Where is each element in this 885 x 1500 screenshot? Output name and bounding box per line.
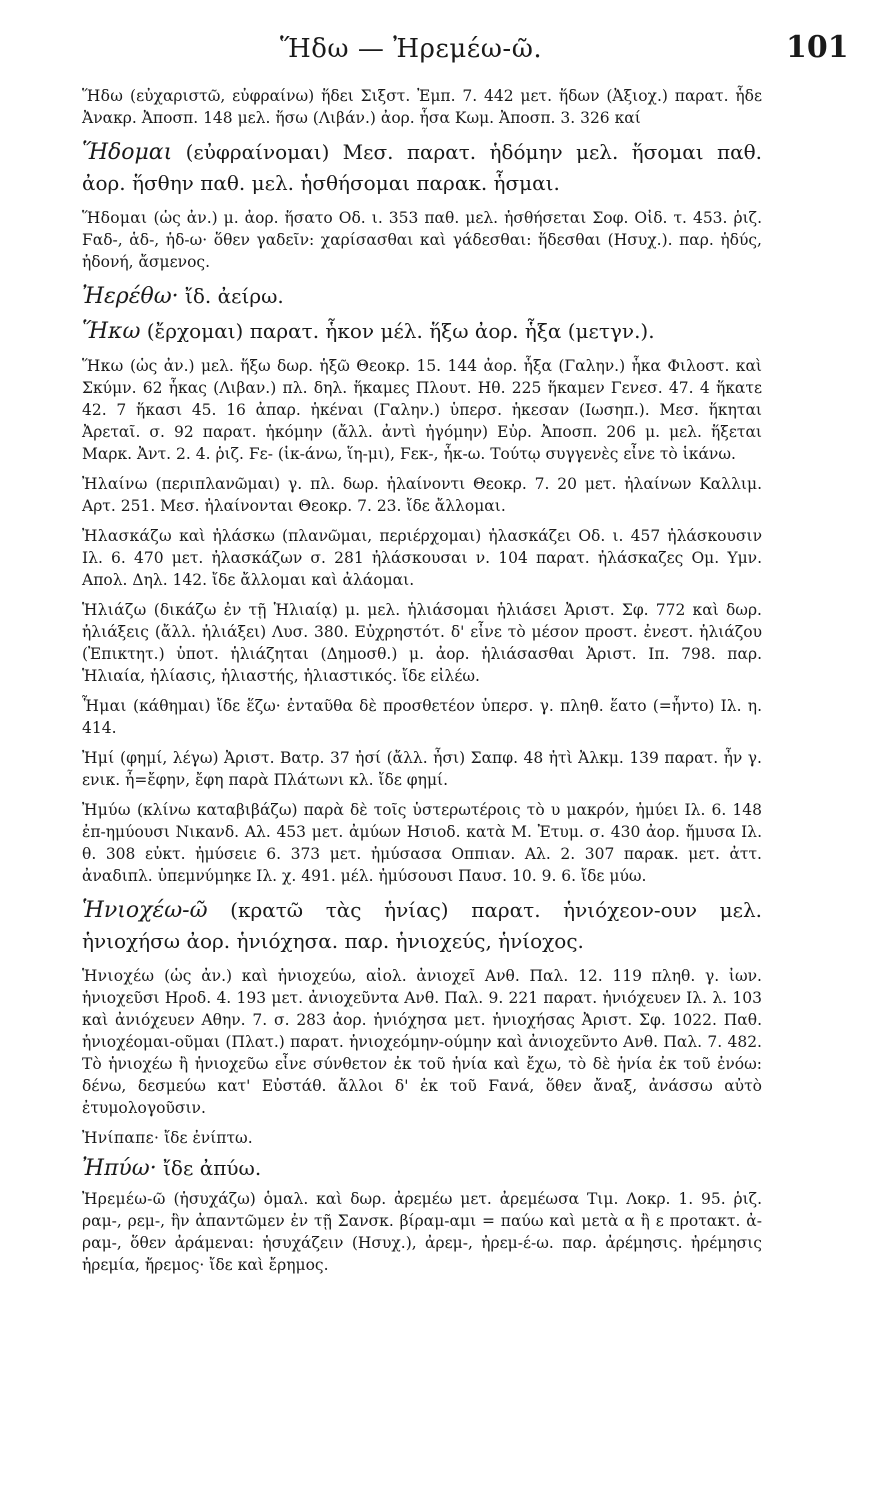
entry-paragraph <box>82 895 762 957</box>
entry-paragraph <box>82 85 762 129</box>
entry-paragraph <box>82 965 762 1119</box>
entry <box>82 85 762 129</box>
entry <box>82 316 762 347</box>
entry-headword: Ἠμύω <box>82 801 131 819</box>
entry-headword: Ἠρεμέω-ῶ <box>82 1190 166 1208</box>
entry-text: (ὡς ἀν.) μελ. ἥξω δωρ. ἡξῶ Θεοκρ. 15. 144 ἀορ. ἧξα (Γαλην.) ἧκα Φιλοστ. καὶ Σκύμν. 62 ἧκας (Λιβαν.) πλ. δηλ. ἥκαμες Πλουτ. Ηθ. 225 ἥκαμεν Γενεσ. 47. 4 ἥκατε 42. 7 ἥκασι 45. 16 ἀπαρ. ἡκέναι (Γαλην.) ὑπερσ. ἡκεσαν (Ιωσηπ.). Μεσ. ἥκηται Ἀρεταῖ. σ. 92 παρατ. ἡκόμην (ἄλλ. ἀντὶ ἠγόμην) Εὐρ. Ἀποσπ. 206 μ. μελ. ἥξεται Μαρκ. Ἀντ. 2. 4. ῥιζ. Ϝε- (ἱκ-άνω, ἵη-μι), Ϝεκ-, ἧκ-ω. Τούτῳ συγγενὲς εἶνε τὸ ἱκάνω. <box>82 357 762 463</box>
entry <box>82 747 762 791</box>
entry-headword: Ἥκω <box>82 319 141 344</box>
entry <box>82 281 762 312</box>
entry-text: ἴδε ἀπύω. <box>163 1156 262 1180</box>
entry-text: (κλίνω καταβιβάζω) παρὰ δὲ τοῖς ὑστερωτέροις τὸ υ μακρόν, ἠμύει Ιλ. 6. 148 ἐπ-ημύουσι Νικανδ. Αλ. 453 μετ. ἀμύων Ησιοδ. κατὰ Μ. Ἐτυμ. σ. 430 ἀορ. ἤμυσα Ιλ. θ. 308 εὐκτ. ἠμύσειε 6. 373 μετ. ἠμύσασα Οππιαν. Αλ. 2. 307 παρακ. μετ. ἀττ. ἀναδιπλ. ὑπεμνύμηκε Ιλ. χ. 491. μέλ. ἠμύσουσι Παυσ. 10. 9. 6. ἴδε μύω. <box>82 801 762 885</box>
entry-headword: Ἠπύω· <box>82 1156 157 1181</box>
entry-text: (ὡς ἀν.) καὶ ἡνιοχεύω, αἰολ. ἀνιοχεῖ Ανθ. Παλ. 12. 119 πληθ. γ. ἰων. ἡνιοχεῦσι Ηροδ. 4. 193 μετ. ἀνιοχεῦντα Ανθ. Παλ. 9. 221 παρατ. ἡνιόχευεν Ιλ. λ. 103 καὶ ἀνιόχευεν Αθην. 7. σ. 283 ἀορ. ἡνιόχησα μετ. ἡνιοχήσας Ἀριστ. Σφ. 1022. Παθ. ἡνιοχέομαι-οῦμαι (Πλατ.) παρατ. ἡνιοχεόμην-ούμην καὶ ἀνιοχεῦντο Ανθ. Παλ. 7. 482. Τὸ ἡνιοχέω ἢ ἡνιοχεῦω εἶνε σύνθετον ἐκ τοῦ ἡνία καὶ ἔχω, τὸ δὲ ἡνία ἐκ τοῦ ἐνόω: δένω, δεσμεύω κατ' Εὐστάθ. ἄλλοι δ' ἐκ τοῦ Ϝανά, ὅθεν ἄναξ, ἀνάσσω αὐτὸ ἐτυμολογοῦσιν. <box>82 967 762 1117</box>
entry-text: (ἡσυχάζω) ὁμαλ. καὶ δωρ. ἀρεμέω μετ. ἀρεμέωσα Τιμ. Λοκρ. 1. 95. ῥιζ. ραμ-, ρεμ-, ἣν ἀπαντῶμεν ἐν τῇ Σανσκ. βίραμ-αμι = παύω καὶ μετὰ α ἢ ε προτακτ. ἀ-ραμ-, ὅθεν ἀράμεναι: ἡσυχάζειν (Ησυχ.), ἀρεμ-, ἠρεμ-έ-ω. παρ. ἀρέμησις. ἠρέμησις ἠρεμία, ἤρεμος· ἴδε καὶ ἔρημος. <box>82 1190 762 1274</box>
entry-headword: Ἠνίπαπε· <box>82 1129 160 1147</box>
entry-headword: Ἡνιοχέω <box>82 967 155 985</box>
entry-paragraph <box>82 355 762 465</box>
entry-headword: Ἡνιοχέω-ῶ <box>82 898 208 923</box>
entry-headword: Ἥδομαι <box>82 140 173 165</box>
entry-text: (εὐφραίνομαι) Μεσ. παρατ. ἡδόμην μελ. ἥσομαι παθ. ἀορ. ἥσθην παθ. μελ. ἡσθήσομαι παρακ. ἧσμαι. <box>82 140 762 195</box>
entry-paragraph <box>82 599 762 687</box>
entry-headword: Ἧμαι <box>82 697 127 715</box>
entry <box>82 799 762 887</box>
entry-headword: Ἥκω <box>82 357 124 375</box>
entry-paragraph <box>82 1188 762 1276</box>
entry-paragraph <box>82 1127 762 1149</box>
entry <box>82 1188 762 1276</box>
entry-text: (ὡς ἀν.) μ. ἀορ. ἥσατο Οδ. ι. 353 παθ. μελ. ἡσθήσεται Σοφ. Οἰδ. τ. 453. ῥιζ. Ϝαδ-, ἁδ-, ἡδ-ω· ὅθεν γαδεῖν: χαρίσασθαι καὶ γάδεσθαι: ἥδεσθαι (Ησυχ.). παρ. ἡδύς, ἡδονή, ἄσμενος. <box>82 209 762 271</box>
running-title: Ἥδω — Ἠρεμέω-ῶ. <box>280 34 543 64</box>
entry-headword: Ἥδομαι <box>82 209 148 227</box>
entry <box>82 895 762 957</box>
entry-text: ἴδ. ἀείρω. <box>185 284 284 308</box>
entry-headword: Ἠλασκάζω <box>82 527 172 545</box>
entries-list <box>82 85 762 1284</box>
entry-text: (περιπλανῶμαι) γ. πλ. δωρ. ἠλαίνοντι Θεοκρ. 7. 20 μετ. ἠλαίνων Καλλιμ. Αρτ. 251. Μεσ. ἠλαίνονται Θεοκρ. 7. 23. ἴδε ἄλλομαι. <box>82 475 762 515</box>
entry <box>82 695 762 739</box>
entry-text: (ἔρχομαι) παρατ. ἧκον μέλ. ἥξω ἀορ. ἧξα (μετγν.). <box>146 319 655 343</box>
entry-text: (φημί, λέγω) Ἀριστ. Βατρ. 37 ἠσί (ἄλλ. ἦσι) Σαπφ. 48 ἠτὶ Ἀλκμ. 139 παρατ. ἦν γ. ενικ. ἦ=ἔφην, ἔφη παρὰ Πλάτωνι κλ. ἴδε φημί. <box>82 749 762 789</box>
entry-headword: Ἡλιάζω <box>82 601 147 619</box>
entry-paragraph <box>82 747 762 791</box>
page-header <box>80 30 885 70</box>
entry-paragraph <box>82 695 762 739</box>
entry <box>82 1153 762 1184</box>
entry <box>82 473 762 517</box>
entry-headword: Ἠλαίνω <box>82 475 148 493</box>
entry-text: καὶ ἠλάσκω (πλανῶμαι, περιέρχομαι) ἠλασκάζει Οδ. ι. 457 ἠλάσκουσιν Ιλ. 6. 470 μετ. ἠλασκάζων σ. 281 ἠλάσκουσαι ν. 104 παρατ. ἠλάσκαζες Ομ. Υμν. Απολ. Δηλ. 142. ἴδε ἄλλομαι καὶ ἀλάομαι. <box>82 527 762 589</box>
entry-paragraph <box>82 281 762 312</box>
entry-paragraph <box>82 207 762 273</box>
entry-headword: Ἥδω <box>82 87 124 105</box>
entry-headword: Ἠερέθω· <box>82 284 179 309</box>
entry-paragraph <box>82 137 762 199</box>
entry-text: ἴδε ἐνίπτω. <box>164 1129 253 1147</box>
entry <box>82 965 762 1119</box>
entry <box>82 137 762 199</box>
entry-paragraph <box>82 1153 762 1184</box>
entry <box>82 525 762 591</box>
entry-text: (εὐχαριστῶ, εὐφραίνω) ἥδει Σιξστ. Ἐμπ. 7. 442 μετ. ἥδων (Ἀξιοχ.) παρατ. ἧδε Ἀνακρ. Ἀποσπ. 148 μελ. ἥσω (Λιβάν.) ἀορ. ἧσα Κωμ. Ἀποσπ. 3. 326 καί <box>82 87 762 127</box>
entry-paragraph <box>82 473 762 517</box>
entry-text: (κρατῶ τὰς ἡνίας) παρατ. ἡνιόχεον-ουν μελ. ἡνιοχήσω ἀορ. ἡνιόχησα. παρ. ἡνιοχεύς, ἡνίοχος. <box>82 898 762 953</box>
entry-paragraph <box>82 799 762 887</box>
entry-text: (δικάζω ἐν τῇ Ἡλιαίᾳ) μ. μελ. ἡλιάσομαι ἡλιάσει Ἀριστ. Σφ. 772 καὶ δωρ. ἡλιάξεις (ἄλλ. ἡλιάξει) Λυσ. 380. Εὐχρηστότ. δ' εἶνε τὸ μέσον προστ. ἐνεστ. ἡλιάζου (Ἐπικτητ.) ὑποτ. ἡλιάζηται (Δημοσθ.) μ. ἀορ. ἡλιάσασθαι Ἀριστ. Ιπ. 798. παρ. Ἡλιαία, ἡλίασις, ἡλιαστής, ἡλιαστικός. ἴδε εἰλέω. <box>82 601 762 685</box>
entry-headword: Ἠμί <box>82 749 115 767</box>
entry <box>82 1127 762 1149</box>
page-number: 101 <box>786 30 849 65</box>
entry <box>82 355 762 465</box>
entry-paragraph <box>82 525 762 591</box>
entry-paragraph <box>82 316 762 347</box>
entry <box>82 207 762 273</box>
entry-text: (κάθημαι) ἴδε ἕζω· ἐνταῦθα δὲ προσθετέον ὑπερσ. γ. πληθ. ἕατο (=ἧντο) Ιλ. η. 414. <box>82 697 762 737</box>
entry <box>82 599 762 687</box>
